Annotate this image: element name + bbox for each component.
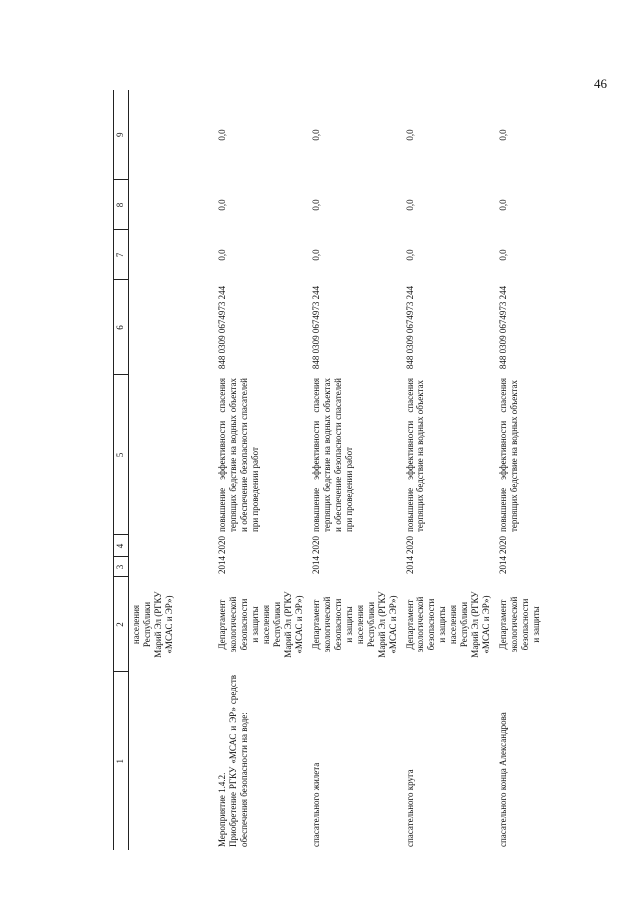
- budget-code-cell: 848 0309 0674973 244: [404, 285, 415, 370]
- activity-name-cell: [129, 672, 215, 850]
- column-header: 7: [114, 230, 129, 280]
- value-cell: 0,0: [404, 249, 415, 261]
- program-activities-table: [113, 90, 571, 850]
- value-cell: 0,0: [404, 199, 415, 211]
- expected-result-cell: повышение эффективности спасения терпящих бедствие на водных объектах: [498, 378, 520, 532]
- column-header: 4: [114, 535, 129, 557]
- column-header: 5: [114, 375, 129, 535]
- table-row: [495, 90, 571, 850]
- column-header: 3: [114, 557, 129, 577]
- end-year-cell: 2020: [404, 536, 415, 554]
- table-row: [308, 90, 402, 850]
- expected-result-cell: [129, 375, 215, 535]
- value-cell: [129, 180, 215, 230]
- executor-cell: Департамент экологической безопасности и защиты населения Республики Марий Эл (РГКУ «МСАС и ЭР»): [404, 591, 492, 658]
- expected-result-cell: повышение эффективности спасения терпящих бедствие на водных объектах и обеспечение безопасности спасателей при проведении работ: [217, 378, 260, 532]
- executor-cell: Департамент экологической безопасности и защиты: [498, 596, 542, 653]
- value-cell: 0,0: [310, 249, 321, 261]
- value-cell: 0,0: [498, 249, 509, 261]
- column-number-row: [114, 90, 129, 850]
- column-header: 8: [114, 180, 129, 230]
- value-cell: [129, 90, 215, 180]
- end-year-cell: 2020: [217, 536, 227, 554]
- value-cell: 0,0: [310, 199, 321, 211]
- budget-code-cell: [129, 280, 215, 375]
- activity-name-cell: спасательного жилета: [310, 762, 321, 847]
- value-cell: 0,0: [217, 129, 227, 141]
- rotated-table-wrapper: [113, 90, 573, 850]
- value-cell: 0,0: [498, 129, 509, 141]
- budget-code-cell: 848 0309 0674973 244: [310, 285, 321, 370]
- value-cell: [129, 230, 215, 280]
- value-cell: 0,0: [310, 129, 321, 141]
- column-header: 1: [114, 672, 129, 850]
- start-year-cell: 2014: [217, 556, 227, 574]
- activity-name-cell: спасательного конца Александрова: [498, 712, 509, 847]
- start-year-cell: 2014: [404, 556, 415, 574]
- column-header: 2: [114, 577, 129, 672]
- value-cell: 0,0: [217, 249, 227, 261]
- value-cell: 0,0: [217, 199, 227, 211]
- budget-code-cell: 848 0309 0674973 244: [217, 285, 227, 370]
- executor-cell: населения Республики Марий Эл (РГКУ «МСАС и ЭР»): [131, 591, 174, 658]
- activity-name-cell: Мероприятие 1.4.2. Приобретение РГКУ «МСАС и ЭР» средств обеспечения безопасности на воде:: [217, 675, 249, 847]
- table-row: [129, 90, 215, 850]
- executor-cell: Департамент экологической безопасности и защиты населения Республики Марий Эл (РГКУ «МСАС и ЭР»): [217, 591, 304, 658]
- table-row: [402, 90, 496, 850]
- activity-name-cell: спасательного круга: [404, 769, 415, 847]
- start-year-cell: 2014: [310, 556, 321, 574]
- table-row: [214, 90, 308, 850]
- expected-result-cell: повышение эффективности спасения терпящих бедствие на водных объектах: [404, 378, 426, 532]
- page-number: 46: [594, 76, 607, 91]
- value-cell: 0,0: [404, 129, 415, 141]
- start-year-cell: [129, 557, 215, 577]
- executor-cell: Департамент экологической безопасности и защиты населения Республики Марий Эл (РГКУ «МСАС и ЭР»): [310, 591, 398, 658]
- value-cell: 0,0: [498, 199, 509, 211]
- column-header: 6: [114, 280, 129, 375]
- end-year-cell: 2020: [310, 536, 321, 554]
- end-year-cell: 2020: [498, 536, 509, 554]
- budget-code-cell: 848 0309 0674973 244: [498, 285, 509, 370]
- expected-result-cell: повышение эффективности спасения терпящих бедствие на водных объектах и обеспечение безопасности спасателей при проведении работ: [310, 378, 354, 532]
- end-year-cell: [129, 535, 215, 557]
- column-header: 9: [114, 90, 129, 180]
- start-year-cell: 2014: [498, 556, 509, 574]
